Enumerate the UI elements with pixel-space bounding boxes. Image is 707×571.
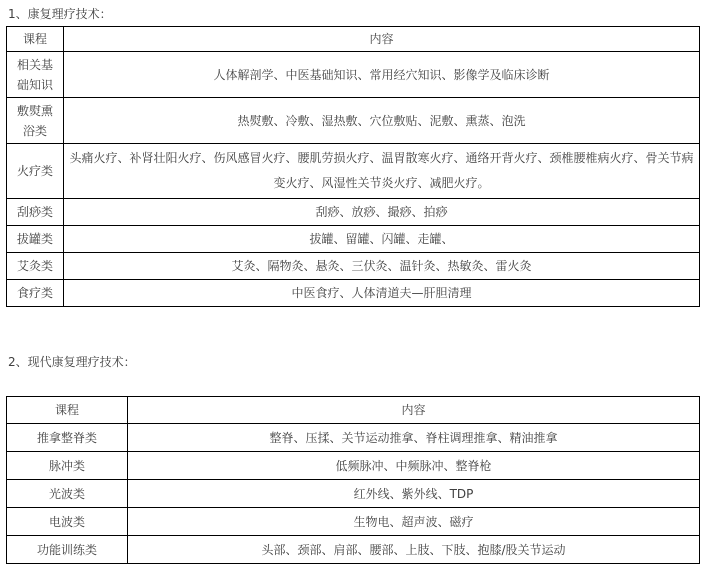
content-cell: 头痛火疗、补肾壮阳火疗、伤风感冒火疗、腰肌劳损火疗、温胃散寒火疗、通络开背火疗、颈椎腰椎病火疗、骨关节病变火疗、风湿性关节炎火疗、减肥火疗。	[64, 144, 700, 199]
course-cell: 火疗类	[7, 144, 64, 199]
table-row	[7, 536, 700, 564]
content-cell: 人体解剖学、中医基础知识、常用经穴知识、影像学及临床诊断	[64, 52, 700, 98]
table-header-row	[7, 27, 700, 52]
content-cell: 拔罐、留罐、闪罐、走罐、	[64, 226, 700, 253]
section2-title: 2、现代康复理疗技术：	[8, 355, 136, 369]
table-row	[7, 280, 700, 307]
content-cell: 低频脉冲、中频脉冲、整脊枪	[128, 452, 700, 480]
content-cell: 热熨敷、冷敷、湿热敷、穴位敷贴、泥敷、熏蒸、泡洗	[64, 98, 700, 144]
table-row	[7, 452, 700, 480]
table-row	[7, 480, 700, 508]
course-cell: 推拿整脊类	[7, 424, 128, 452]
section2-table-head	[7, 397, 700, 424]
course-cell: 相关基础知识	[7, 52, 64, 98]
table-row	[7, 144, 700, 199]
course-cell: 食疗类	[7, 280, 64, 307]
section1-table	[6, 26, 700, 307]
course-cell: 电波类	[7, 508, 128, 536]
table-row	[7, 199, 700, 226]
content-cell: 中医食疗、人体清道夫—肝胆清理	[64, 280, 700, 307]
header-course: 课程	[7, 27, 64, 52]
section1-title: 1、康复理疗技术：	[8, 7, 112, 21]
content-cell: 生物电、超声波、磁疗	[128, 508, 700, 536]
section2-table-body	[7, 424, 700, 564]
table-row	[7, 424, 700, 452]
course-cell: 刮痧类	[7, 199, 64, 226]
course-cell: 功能训练类	[7, 536, 128, 564]
header-course: 课程	[7, 397, 128, 424]
content-cell: 刮痧、放痧、撮痧、拍痧	[64, 199, 700, 226]
course-cell: 脉冲类	[7, 452, 128, 480]
course-cell: 敷熨熏浴类	[7, 98, 64, 144]
course-cell: 艾灸类	[7, 253, 64, 280]
course-cell: 光波类	[7, 480, 128, 508]
content-cell: 头部、颈部、肩部、腰部、上肢、下肢、抱膝/股关节运动	[128, 536, 700, 564]
table-header-row	[7, 397, 700, 424]
content-cell: 整脊、压揉、关节运动推拿、脊柱调理推拿、精油推拿	[128, 424, 700, 452]
course-cell: 拔罐类	[7, 226, 64, 253]
section2-table	[6, 396, 700, 564]
header-content: 内容	[64, 27, 700, 52]
section1-table-body	[7, 52, 700, 307]
content-cell: 红外线、紫外线、TDP	[128, 480, 700, 508]
header-content: 内容	[128, 397, 700, 424]
table-row	[7, 226, 700, 253]
content-cell: 艾灸、隔物灸、悬灸、三伏灸、温针灸、热敏灸、雷火灸	[64, 253, 700, 280]
table-row	[7, 52, 700, 98]
table-row	[7, 508, 700, 536]
table-row	[7, 98, 700, 144]
table-row	[7, 253, 700, 280]
section1-table-head	[7, 27, 700, 52]
